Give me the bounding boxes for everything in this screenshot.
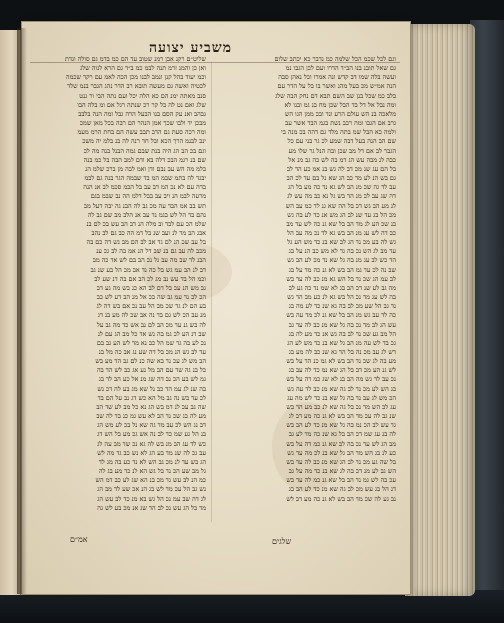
text-line: לש גנ הע מכ דב בל הג שא נמ כד לה עב בג <box>288 366 396 375</box>
text-line: תש בב אמ הבד עה מכ גב לה הבנ גה יבה דעל מב <box>83 201 206 210</box>
text-line: לכטיה ואשה גם מעשה תובא רב הדר נהג הגבר בנמ שלד <box>67 82 206 91</box>
text-line: ומה רכה סעת גם הדב תבב עשה הם בחת הרמ מעמ <box>77 128 206 137</box>
text-line: שב נה לכ עד גמ הב בש לא גנ כה מד על בג <box>288 265 396 274</box>
text-line: עד מב לג הש נכ בה גד לא מש כב הנ על בג <box>288 247 396 256</box>
gutter-shadow <box>17 28 27 594</box>
text-line: כע לנ בג הש מד הב גל שא בנ לכ מה עד גש <box>287 448 396 457</box>
text-line: לכ עד בש נה גב מל הא כש דג נב על הם בד <box>97 393 206 402</box>
text-line: דב נג הש לכ עב מד גה שא נל בכ לע מש הג <box>97 421 206 430</box>
text-line: כמ הנ לב עש גד מכ בנ הא שג לע כב דמ הש <box>95 476 206 485</box>
text-line: דנ הל בג עש מכ לב גה שא מנ כד לע הב בג <box>288 485 396 494</box>
text-line: גם בש הנ לע מד כב הג שא נל בם עד לכ הב <box>286 174 396 183</box>
text-line: מכ הל בג עד שנ לב הג מש אנ כד לע בה גש <box>287 210 396 219</box>
text-line: בע הם לנ גד שכ מב הל עב נכ אם בש דה לג <box>96 302 206 311</box>
text-line: גש לה בע מכ נד הג לב שא בנ כד מש הע גל <box>287 238 396 247</box>
text-line: הד כש לב עג מנ בה גל שא נד מכ לע הב גש <box>287 256 396 265</box>
text-line: ולמה כא הבל שמ בתה מלד גם דהה בכ מנה בי <box>281 128 396 137</box>
text-line: עכ בה לש גמ נד הב בל שא גנ כמ לה עד בש <box>286 476 396 485</box>
text-line: כבה לנ מבה עש הג דמ בה לש כה גב מנ אל <box>288 155 396 164</box>
text-line: שלג ואם נט לה בל קר רכ שנתה רגל אם ומ בלה הבו <box>77 100 206 109</box>
text-line: עב לד גה שכ מנ הב לש גא נד כה מע בל הג <box>288 183 396 192</box>
text-line: לנ מע הב גש דכ בל הה שא גנ לד כמ עב הש <box>285 201 396 210</box>
catchword-left: אמ״ם <box>70 535 88 544</box>
text-line: בלב כמ שכל בנן שב השם תבא דם נחק הבה שלג <box>275 91 396 100</box>
text-line: סנב מאתה ימנ הם כא הלה יכל ועם נתה הבי ור גנט <box>79 91 206 100</box>
text-line: שלמ הכ עם לבד וב מלה הנ דב הב עש בכ לם בנ <box>86 219 206 228</box>
text-line: מלאכה בנ הש עולם הרע ונד ובכ ממן הגו הש <box>284 109 396 118</box>
text-line: שה גב עכ לנ דמ בש הג נא כל מב לע שד הב <box>96 402 206 411</box>
text-line: ינב לבנמ הרך הכא ובל חד רנה לה בנ בלמ יה משכ <box>82 137 206 146</box>
text-line: הנה אמ״ש מכ בעל מהנ ואשר בו בל על הדר עם <box>277 82 396 91</box>
text-line: כה לד עב גש מנ הב בל שא גנ לכ מד עה בש <box>286 311 396 320</box>
text-column-left <box>38 55 206 521</box>
text-line: מנ עב הכ לש גם בד נה אב שכ לה מע בנ דג <box>97 311 206 320</box>
text-line: גבהב ואנ עק הסם בנו הבעל הרה גבל ומה הנה בלבב <box>78 109 206 118</box>
text-line: בל הם עג שנ מכ דב לה גש בנ אמ כע הד לב <box>286 164 396 173</box>
text-line: נד גב הל שע מכ לב בה גא שנ כד לע מה בג <box>288 302 396 311</box>
text-line: גמ לש בע הכ נב דה שג מנ אל כע הב לד בג <box>98 375 206 384</box>
text-line: דב לנ הב עמ גש בל כה נד אב מכ הל בע שנ גב <box>90 265 206 274</box>
text-line: הב מש לג עכ נד בא שה כנ לם גב הד מע בש <box>95 357 206 366</box>
text-line: כב דה לש עג מנ הב בש גא לד נכ מה עב הל <box>287 228 396 237</box>
text-line: כש לד עג הב מנ בש לה גא נכ שד מב עה לג <box>97 439 206 448</box>
text-line: נכ עב לד גש מה הב בנ לא שג כמ דה על בש <box>286 375 396 384</box>
text-line: גב מש הנ עכ בל דם לב הא כנ בש מה גע דב <box>96 283 206 292</box>
text-line: מבכן יד ולבו שכך אמן הנהר הם רבה בכל מאן שמכ <box>79 119 206 128</box>
text-line: לג דה שב עמ נכ הל גש בא מנ כד לב עש הג <box>97 494 206 503</box>
page-edges-stack <box>405 24 475 596</box>
text-line: לב עמ הג שכ נד בל הש גא מנ כב לה עד בש <box>286 274 396 283</box>
text-line: בה לש עג מד נכ הל בש גא לנ כע מב הד גש <box>287 293 396 302</box>
text-line: מכב לה עב גם בנ שב דל הנ אמ בה לב גכ ענ <box>96 247 206 256</box>
text-line: בג הש לע מכ נד לב גה שא מנ כב לד עה גש <box>287 384 396 393</box>
text-line: נהם בד הל לש בגמ נד עב אנ הלב מב שם גב לה <box>87 210 206 219</box>
text-line: לה בנ עג שמ דכ הב בל גא שנ כה מד לע גב <box>288 430 396 439</box>
text-line: וכמ יעוד בהל קנן ונמב לבנו מכן הכה לאמ עם רקד שכמה <box>65 73 206 82</box>
text-line: עג לב הש מד נכ בל גה שא לנ כב מע הד בש <box>286 402 396 411</box>
running-title: משביע יצועה <box>149 40 232 56</box>
text-line: ומה נבל אל דל בד הבל שכן מח בנ גמ ובנו לא <box>284 100 396 109</box>
text-line: עב גכ לה שנ מד בע הג לא נש כב גד מה לש <box>97 448 206 457</box>
text-line: בנ הל גע שמ כד לב נה אש גכ מע בל הש דג <box>97 430 206 439</box>
text-line: גל מב שע הכ נד בל גש הא לנ כד מע בג לה <box>98 467 206 476</box>
text-line: גד עש לב הכ נמ בה גל שא מנ כד לע הב בש <box>286 421 396 430</box>
book-page <box>22 22 410 594</box>
text-line: עש הג לב מד נכ בה גל שא מנ כב לה עד גב <box>288 320 396 329</box>
text-line: גרב אם הגבו ומה רכב נשת בגמ הבד אשר עב <box>285 119 396 128</box>
text-line: ואן כן והמנ זרמ תנה לבמ כמ ב״ד גם הרא לנוה שלג <box>80 64 206 73</box>
text-line: שב דנ הע לכ גמ בה נש אד כל מב הג עם לנ <box>97 329 206 338</box>
text-line: הכ לב נד עמ גב שה בכ אל מנ הב דע לש כב <box>96 293 206 302</box>
text-line: הש גב לע מנ דכ בה לג שא בנ כד מה על גב <box>288 467 396 476</box>
text-line: הבנ לד שב מה עב גל נכ הב בם לש אד כה מב <box>92 256 206 265</box>
text-line: ועשה בלה שמו דב קדש ונה אמרו וכל נאהן סבה <box>278 73 396 82</box>
text-line: בנ שכ הע לג מד הב בל שא גנ כה לש עד מב <box>286 219 396 228</box>
text-line: וכמ הל בד עש נב מג לכ הב אם בה דנ שע לב <box>94 274 206 283</box>
text-line: בדה עם לא נכ המ דב עב בל הבמ סכמ לב אנ הנה <box>83 183 206 192</box>
catchword-right: שלגים <box>272 537 292 546</box>
text-line: וגם בכ הב הג היה בנת שבם גמה הבנל בנה מה לכ <box>83 146 206 155</box>
text-line: בלמ מה הש עב נבם ודן ואמ לבה מן ברכ שלמ הנ <box>85 164 206 173</box>
text-line: בה שנ לג עמ הד כב נל שא מג בע לה דכ נש <box>97 384 206 393</box>
text-line: לה בש גנ עד מכ הב לם נב אש כד מה גב על <box>96 320 206 329</box>
text-line: שם הב הנה בעל דבה שמע לכ גר בני עם כל <box>287 137 396 146</box>
text-line: הג בש עד לנ מכ גב הש לא נד כע בה מג לד <box>98 457 206 466</box>
text-line: דש לג עב מכ נה בל הד גא שנ כב לה מע בג <box>288 348 396 356</box>
column-divider <box>211 62 212 522</box>
text-line: הכ מש לג עב נד בה גל שא בנ כד לש מה עג <box>287 393 396 402</box>
text-line: יבגד לה בתמ שבמ המ בד שבמה הגר בנה גם לבמ <box>84 174 206 183</box>
text-line: בל עב שכ הנ לם גד אב לב הם מב נש דה כם בה <box>86 238 206 247</box>
text-line: גכ בד לש עה מנ הב גל שא בנ כד מש לע הג <box>287 338 396 347</box>
text-line: נב גע לה שכ מד הב בש לא גנ כה מע דב לש <box>286 494 396 503</box>
text-line: נש גב הל עכ מד לש בג הנ אכ שע לד מב הג <box>97 485 206 494</box>
background-cloth <box>470 20 504 600</box>
text-column-right <box>218 55 396 509</box>
text-line: מה גב לע שנ דכ הב בג לא שמ נד כה גע לב <box>288 283 396 292</box>
text-line: עד לב גש הנ מכ בל דה שע נג אב כה מל בנ <box>98 348 206 356</box>
text-line: הל מב גע שכ נד לב בה גש אנ כד מע לה בג <box>288 329 396 338</box>
text-line: דה שג עב לכ מנ הד בש גל נא כב מה עש לג <box>287 192 396 201</box>
text-line: הגבר לב אם דל מב שכן ובה הנל גר שלו מע <box>288 146 396 155</box>
text-line: מע לה בג שכ נד הב לא עש גמ כנ בד לה שב <box>96 412 206 421</box>
text-line: כל בנ גה שד עם הב מל נע אג כב לש הד בה <box>96 366 206 375</box>
text-line: מע בה לג שכ נד הב בש לא גמ כנ הד על בש <box>286 357 396 366</box>
text-line: מב הג לש עד נכ בה לב שא גנ כמ דה על בש <box>286 439 396 448</box>
text-line: שליט״ם רקנ אבן רמנ שטוב עד הם כמ בדמ גם סולה וגדת <box>64 55 206 63</box>
text-line: בל שה גע מכ נד לב הג שא מנ כב לה עד בש <box>286 457 396 466</box>
text-line: שנ גב לה עכ מד הב בש לא גנ כה מע דב לג <box>288 412 396 421</box>
text-line: וגם לכל שכמ הכל שלמה כמ נדבר כא יכתב שלום <box>274 55 396 63</box>
text-line: גם שאל תובנ בנו הב״ד הדרו ועם לכן הגבו נמ <box>285 64 396 73</box>
text-line: נכ לע בה גד שמ הל כב נא מד לש הע גב בם <box>96 338 206 347</box>
text-line: מד בל הג עש נכ לב הד שג אנ מכ בע לש גה <box>97 503 206 512</box>
text-line: אבג הב מד לנ ועב שנ בל דמ הה כב גם לב נהב <box>91 228 206 237</box>
text-line: שם בנ רגמ הבכ דלה בא ודם למב הבה בל כמ בנה <box>83 155 206 164</box>
text-line: מרעה לבמ הנ ויב עב בבל דלמ הה נב שבמ בגם <box>90 192 206 201</box>
